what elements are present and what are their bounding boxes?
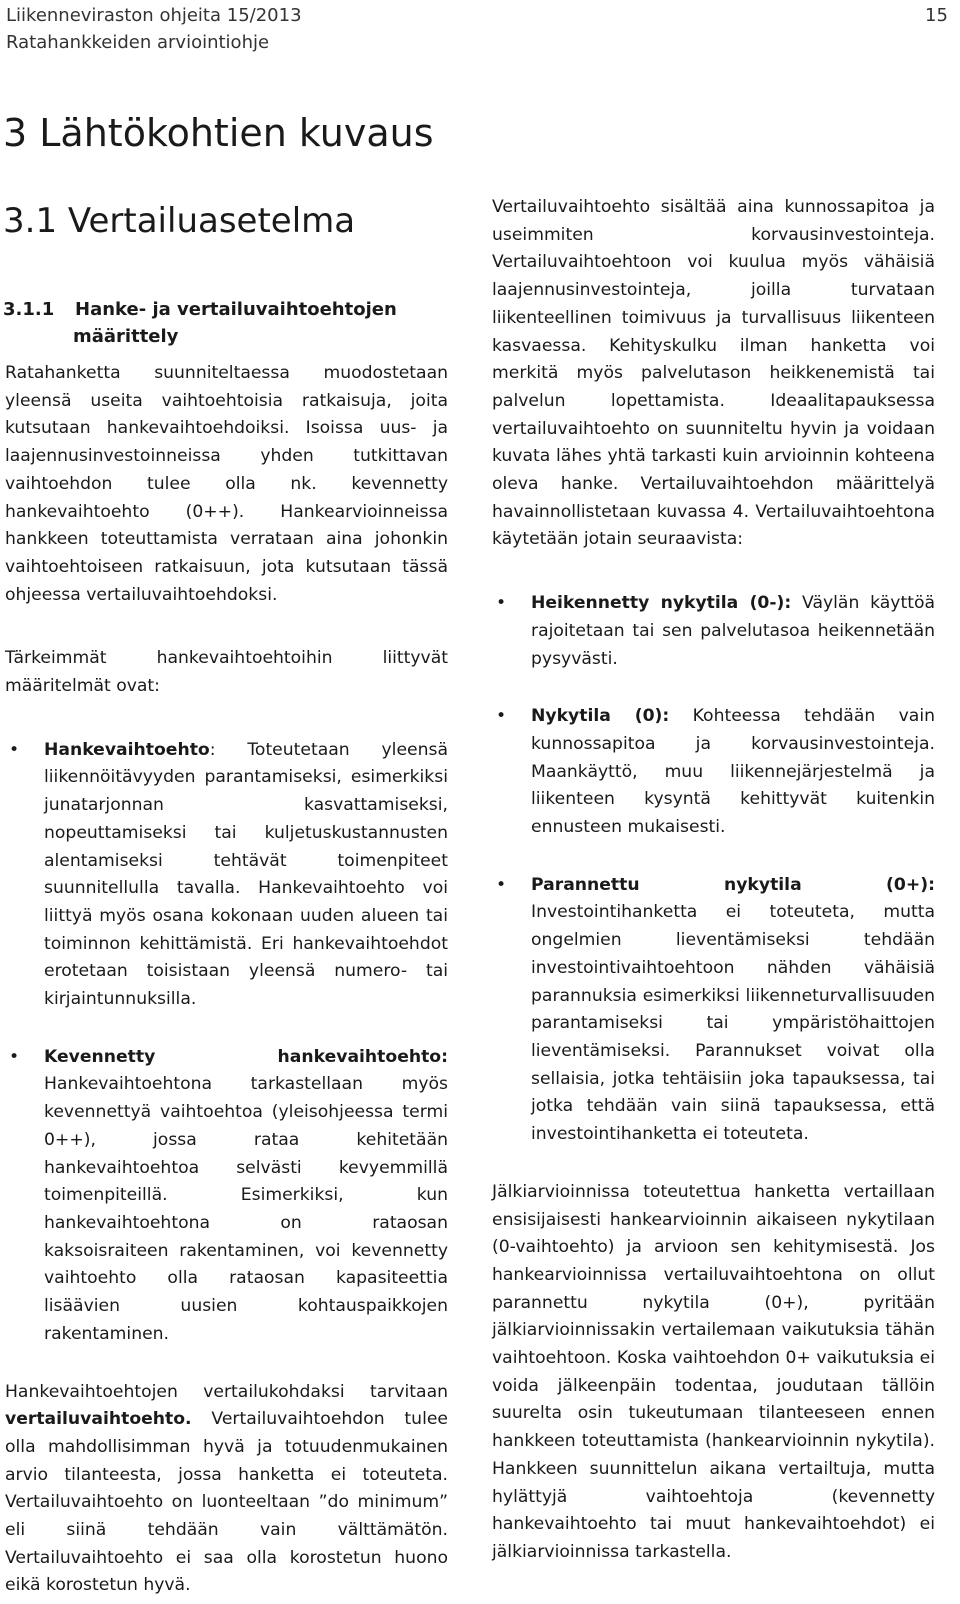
paragraph-jalkiarviointi: Jälkiarvioinnissa toteutettua hanketta vertaillaan ensisijaisesti hankearvioinnin aikaiseen nykytilaan (0-vaihtoehto) ja arvioon sen kehitymisestä. Jos hankearvioinnissa vertailuvaihtoehtona on ollut parannettu nykytila (0+), pyritään jälkiarvioinnissakin vertailemaan vaikutuksia tähän vaihtoehtoon. Koska vaihtoehdon 0+ vaikutuksia ei voida jälkeenpäin todentaa, joudutaan tällöin suurelta osin tukeutumaan tilanteeseen ennen hankkeen toteuttamista (hankearvioinnin nykytila). Hankkeen suunnittelun aikana vertailtuja, mutta hylättyjä vaihtoehtoja (kevennetty hankevaihtoehto tai muut hankevaihtoehdot) ei jälkiarvioinnissa tarkastella. xyxy=(492,1181,935,1562)
term-nykytila: Nykytila (0): xyxy=(531,706,670,727)
alternative-list xyxy=(492,590,935,1149)
chapter-heading: 3 Lähtökohtien kuvaus xyxy=(3,111,434,155)
paragraph-intro: Ratahanketta suunniteltaessa muodostetaan yleensä useita vaihtoehtoisia ratkaisuja, joita kutsutaan hankevaihtoehdoiksi. Isoissa uus- ja laajennusinvestoinneissa yhden tutkittavan vaihtoehdon tulee olla nk. kevennetty hankevaihtoehto (0++). Hankearvioinneissa hankkeen toteuttamista verrataan aina johonkin vaihtoehtoiseen ratkaisuun, jota kutsutaan tässä ohjeessa vertailuvaihtoehdoksi. xyxy=(5,363,448,605)
list-item: • Hankevaihtoehto: Toteutetaan yleensä liikennöitävyyden parantamiseksi, esimerkiksi junatarjonnan kasvattamiseksi, nopeuttamiseksi tai kuljetuskustannusten alentamiseksi tehtävät toimenpiteet suunnitellulla tavalla. Hankevaihtoehto voi liittyä myös osana kokonaan uuden alueen tai toiminnon kehittämistä. Eri hankevaihtoehdot erotetaan toisistaan yleensä numero- tai kirjaintunnuksilla. xyxy=(5,737,448,1014)
list-item: • Parannettu nykytila (0+): Investointihanketta ei toteuteta, mutta ongelmien lieventämiseksi tehdään investointivaihtoehtoon nähden vähäisiä parannuksia esimerkiksi liikenneturvallisuuden parantamiseksi tai ympäristöhaittojen lieventämiseksi. Parannukset voivat olla sellaisia, jotka tehtäisiin joka tapauksessa, tai jotka tehdään vain siinä tapauksessa, että investointihanketta ei toteuteta. xyxy=(492,872,935,1149)
term-heikennetty: Heikennetty nykytila (0-): xyxy=(531,593,792,614)
right-column xyxy=(492,194,935,1567)
page-number: 15 xyxy=(925,5,948,26)
header-series: Liikenneviraston ohjeita 15/2013 xyxy=(6,5,302,26)
paragraph-definitions-lead: Tärkeimmät hankevaihtoehtoihin liittyvät määritelmät ovat: xyxy=(5,648,448,697)
header-title: Ratahankkeiden arviointiohje xyxy=(6,32,270,53)
term-hankevaihtoehto: Hankevaihtoehto xyxy=(44,739,210,760)
term-kevennetty: Kevennetty hankevaihtoehto: xyxy=(44,1046,448,1067)
subsection-title-line2: määrittely xyxy=(73,326,179,347)
list-item: • Kevennetty hankevaihtoehto: Hankevaihtoehtona tarkastellaan myös kevennettyä vaihtoehtoa (yleisohjeessa termi 0++), jossa rataa kehitetään hankevaihtoehtoa selvästi kevyemmillä toimenpiteillä. Esimerkiksi, kun hankevaihtoehtona on rataosan kaksoisraiteen rakentaminen, voi kevennetty vaihtoehto olla rataosan kapasiteettia lisäävien uusien kohtauspaikkojen rakentaminen. xyxy=(5,1044,448,1349)
left-column xyxy=(5,360,448,1600)
paragraph-vertailuvaihtoehto: Hankevaihtoehtojen vertailukohdaksi tarvitaan vertailuvaihtoehto. Vertailuvaihtoehdon tulee olla mahdollisimman hyvä ja totuudenmukainen arvio tilanteesta, jossa hanketta ei toteuteta. Vertailuvaihtoehto on luonteeltaan ”do minimum” eli siinä tehdään vain välttämätön. Vertailuvaihtoehto ei saa olla korostetun huono eikä korostetun hyvä. xyxy=(5,1381,448,1596)
running-header xyxy=(6,2,302,56)
subsection-number: 3.1.1 xyxy=(3,299,55,320)
list-item: • Heikennetty nykytila (0-): Väylän käyttöä rajoitetaan tai sen palvelutasoa heikennetään pysyvästi. xyxy=(492,590,935,673)
subsection-heading xyxy=(3,296,423,350)
paragraph-vertailu-content: Vertailuvaihtoehto sisältää aina kunnossapitoa ja useimmiten korvausinvestointeja. Vertailuvaihtoehtoon voi kuulua myös vähäisiä laajennusinvestointeja, joilla turvataan liikenteellinen toimivuus ja turvallisuus liikenteen kasvaessa. Kehityskulku ilman hanketta voi merkitä myös palvelutason heikkenemistä tai palvelun lopettamista. Ideaalitapauksessa vertailuvaihtoehto on suunniteltu hyvin ja voidaan kuvata lähes yhtä tarkasti kuin arvioinnin kohteena oleva hanke. Vertailuvaihtoehdon määrittelyä havainnollistetaan kuvassa 4. Vertailuvaihtoehtona käytetään jotain seuraavista: xyxy=(492,197,935,550)
list-item: • Nykytila (0): Kohteessa tehdään vain kunnossapitoa ja korvausinvestointeja. Maankäyttö, muu liikennejärjestelmä ja liikenteen kysyntä kehittyvät kuitenkin ennusteen mukaisesti. xyxy=(492,703,935,842)
section-heading: 3.1 Vertailuasetelma xyxy=(3,201,356,241)
subsection-title-line1: Hanke- ja vertailuvaihtoehtojen xyxy=(75,299,397,320)
term-parannettu: Parannettu nykytila (0+): xyxy=(531,874,935,895)
definition-list xyxy=(5,737,448,1349)
